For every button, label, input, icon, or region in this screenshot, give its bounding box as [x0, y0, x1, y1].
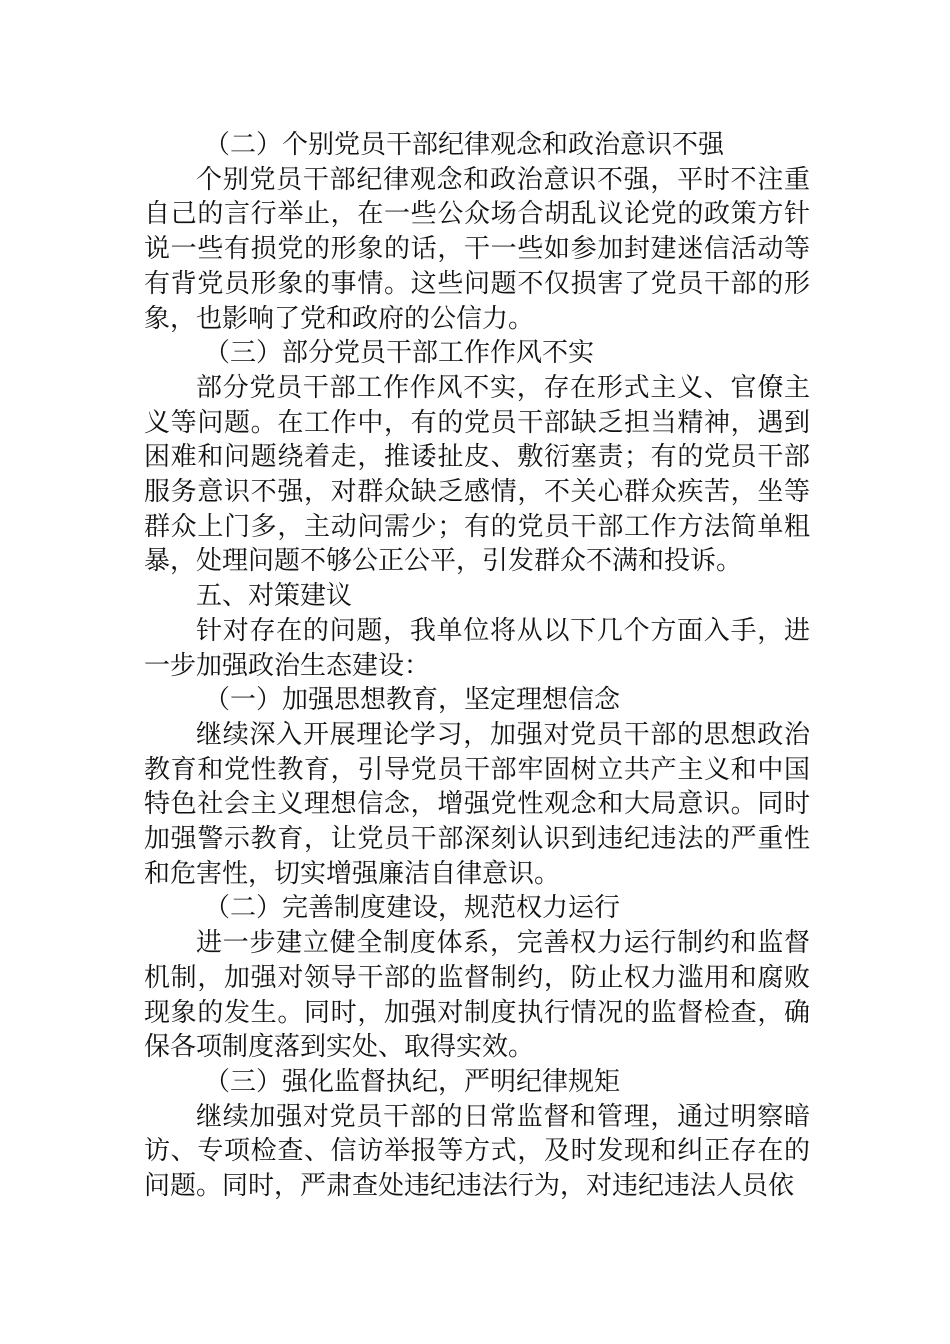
- paragraph-work-style: 部分党员干部工作作风不实，存在形式主义、官僚主义等问题。在工作中，有的党员干部缺乏担当精神，遇到困难和问题绕着走，推诿扯皮、敷衍塞责；有的党员干部服务意识不强，对群众缺乏感情，不关心群众疾苦，坐等群众上门多，主动问需少；有的党员干部工作方法简单粗暴，处理问题不够公正公平，引发群众不满和投诉。: [144, 372, 810, 577]
- paragraph-discipline-awareness: 个别党员干部纪律观念和政治意识不强，平时不注重自己的言行举止，在一些公众场合胡乱议论党的政策方针说一些有损党的形象的话，干一些如参加封建迷信活动等有背党员形象的事情。这些问题不仅损害了党员干部的形象，也影响了党和政府的公信力。: [144, 164, 810, 334]
- section-heading-5-2: （二）完善制度建设，规范权力运行: [204, 893, 621, 924]
- document-body: [144, 128, 810, 1204]
- paragraph-countermeasures-intro: 针对存在的问题，我单位将从以下几个方面入手，进一步加强政治生态建设：: [144, 615, 810, 681]
- paragraph-ideological-education: 继续深入开展理论学习，加强对党员干部的思想政治教育和党性教育，引导党员干部牢固树立共产主义和中国特色社会主义理想信念，增强党性观念和大局意识。同时加强警示教育，让党员干部深刻认识到违纪违法的严重性和危害性，切实增强廉洁自律意识。: [144, 719, 810, 889]
- section-heading-5-3: （三）强化监督执纪，严明纪律规矩: [204, 1066, 621, 1097]
- section-heading-2-2: （二）个别党员干部纪律观念和政治意识不强: [204, 130, 725, 160]
- paragraph-supervision: 继续加强对党员干部的日常监督和管理，通过明察暗访、专项检查、信访举报等方式，及时发现和纠正存在的问题。同时，严肃查处违纪违法行为，对违纪违法人员依: [144, 1101, 810, 1202]
- section-heading-5: 五、对策建议: [196, 581, 353, 612]
- paragraph-system-building: 进一步建立健全制度体系，完善权力运行制约和监督机制，加强对领导干部的监督制约，防止权力滥用和腐败现象的发生。同时，加强对制度执行情况的监督检查，确保各项制度落到实处、取得实效。: [144, 928, 810, 1063]
- section-heading-5-1: （一）加强思想教育，坚定理想信念: [204, 685, 621, 716]
- section-heading-2-3: （三）部分党员干部工作作风不实: [204, 338, 595, 369]
